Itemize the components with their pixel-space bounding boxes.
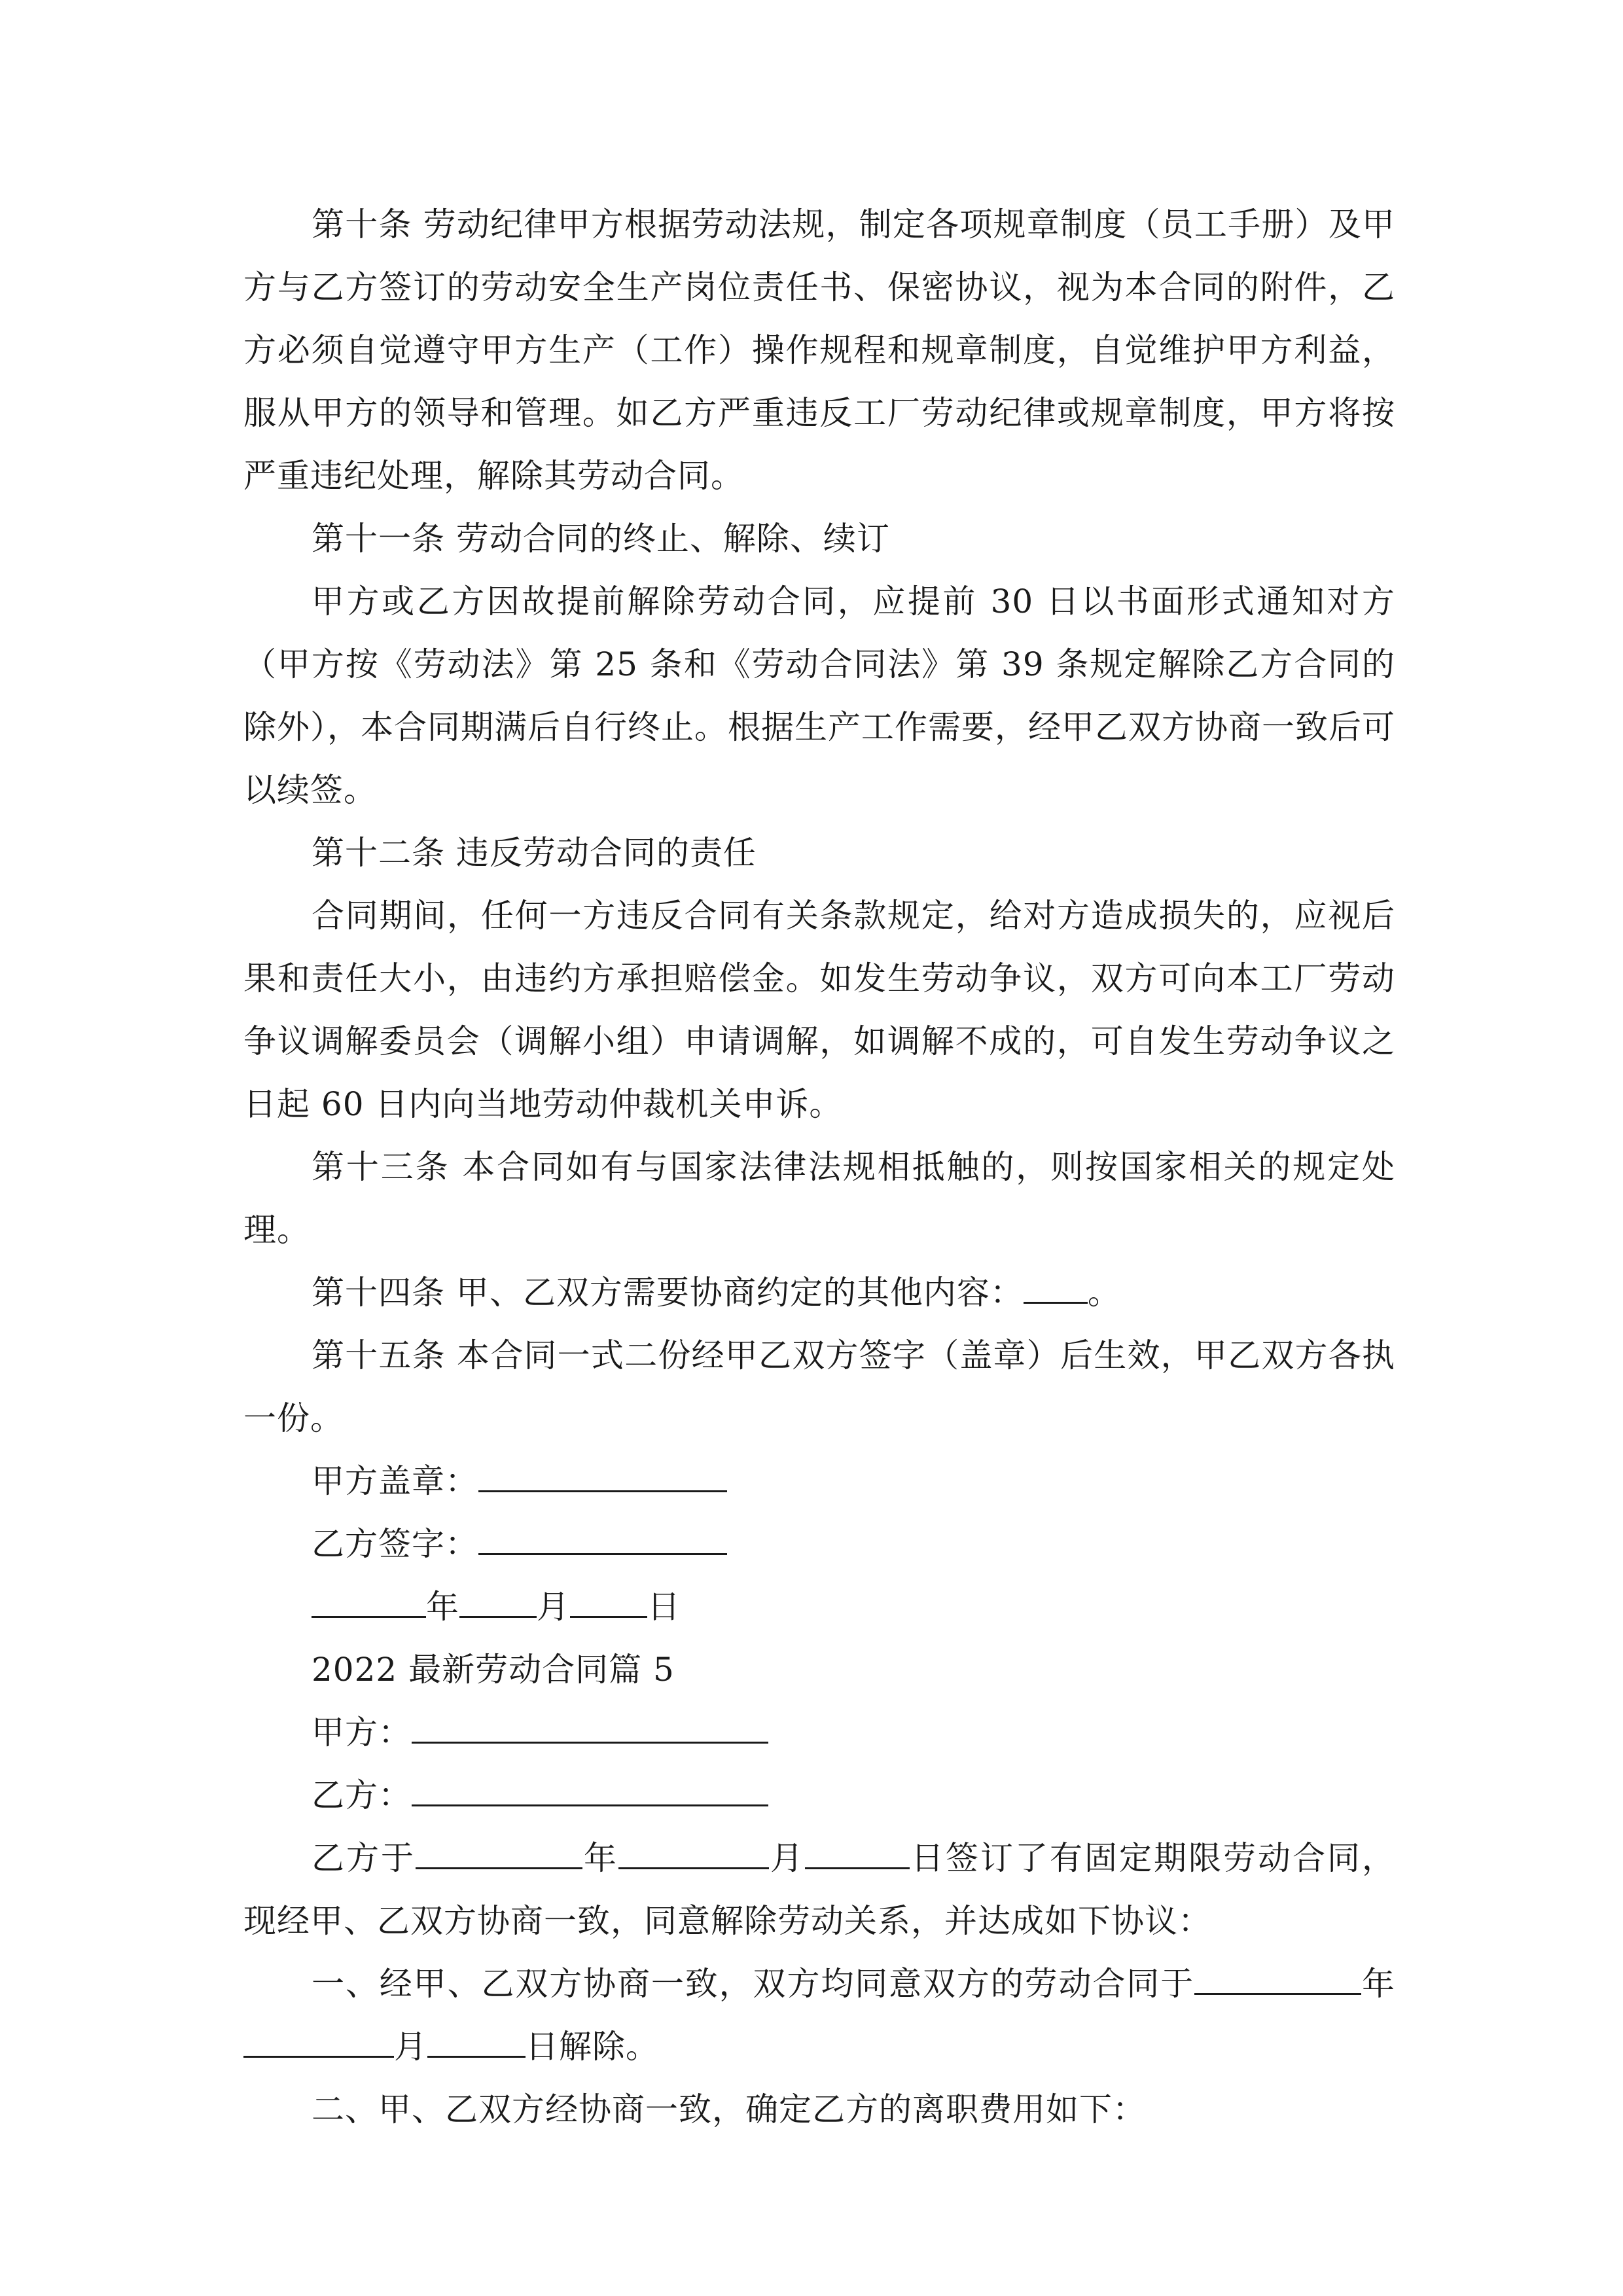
year-blank[interactable] bbox=[312, 1592, 426, 1618]
party-b-label: 乙方： bbox=[312, 1776, 412, 1814]
article-11-body: 甲方或乙方因故提前解除劳动合同，应提前 30 日以书面形式通知对方（甲方按《劳动法》第 25 条和《劳动合同法》第 39 条规定解除乙方合同的除外），本合同期满后自行终止。根据生产工作需要，经甲乙双方协商一致后可以续签。 bbox=[243, 583, 1395, 809]
signed-text-1: 乙方于 bbox=[312, 1839, 416, 1877]
article-14-end: 。 bbox=[1087, 1274, 1121, 1312]
month-label: 月 bbox=[537, 1588, 570, 1626]
item-1-year-blank[interactable] bbox=[1194, 1969, 1361, 1995]
item-1-day-blank[interactable] bbox=[427, 2032, 526, 2058]
signed-month-blank[interactable] bbox=[618, 1844, 769, 1869]
seal-line bbox=[243, 1450, 1395, 1513]
party-a-blank[interactable] bbox=[412, 1718, 768, 1744]
item-1-end: 日解除。 bbox=[526, 2028, 659, 2066]
signed-paragraph bbox=[243, 1827, 1395, 1952]
item-1-year-label: 年 bbox=[1361, 1965, 1396, 2003]
year-label: 年 bbox=[426, 1588, 459, 1626]
item-1 bbox=[243, 1952, 1395, 2078]
month-blank[interactable] bbox=[459, 1592, 537, 1618]
signed-month-label: 月 bbox=[769, 1839, 805, 1877]
date-line bbox=[243, 1575, 1395, 1638]
article-12-body: 合同期间，任何一方违反合同有关条款规定，给对方造成损失的，应视后果和责任大小，由违约方承担赔偿金。如发生劳动争议，双方可向本工厂劳动争议调解委员会（调解小组）申请调解，如调解不成的，可自发生劳动争议之日起 60 日内向当地劳动仲裁机关申诉。 bbox=[243, 897, 1395, 1123]
article-14 bbox=[243, 1261, 1395, 1324]
signed-year-blank[interactable] bbox=[416, 1844, 582, 1869]
day-blank[interactable] bbox=[570, 1592, 647, 1618]
signed-text-2: 日签订了有固定期限劳动合同，现经甲、乙双方协商一致，同意解除劳动关系，并达成如下协议： bbox=[243, 1839, 1395, 1940]
signed-day-blank[interactable] bbox=[805, 1844, 910, 1869]
article-12-title: 第十二条 违反劳动合同的责任 bbox=[312, 834, 757, 872]
item-1-text: 一、经甲、乙双方协商一致，双方均同意双方的劳动合同于 bbox=[312, 1965, 1195, 2003]
party-a-label: 甲方： bbox=[312, 1713, 412, 1751]
item-1-month-blank[interactable] bbox=[243, 2032, 394, 2058]
seal-label: 甲方盖章： bbox=[312, 1462, 478, 1500]
item-2: 二、甲、乙双方经协商一致，确定乙方的离职费用如下： bbox=[312, 2090, 1146, 2128]
sign-label: 乙方签字： bbox=[312, 1525, 478, 1563]
item-1-month-label: 月 bbox=[394, 2028, 427, 2066]
day-label: 日 bbox=[647, 1588, 681, 1626]
sign-line bbox=[243, 1513, 1395, 1575]
article-14-text: 第十四条 甲、乙双方需要协商约定的其他内容： bbox=[312, 1274, 1024, 1312]
article-13: 第十三条 本合同如有与国家法律法规相抵触的，则按国家相关的规定处理。 bbox=[243, 1148, 1395, 1249]
seal-blank[interactable] bbox=[478, 1467, 727, 1492]
party-b-line bbox=[243, 1764, 1395, 1827]
article-11-title: 第十一条 劳动合同的终止、解除、续订 bbox=[312, 520, 890, 558]
party-b-blank[interactable] bbox=[412, 1781, 768, 1806]
party-a-line bbox=[243, 1701, 1395, 1764]
signed-year-label: 年 bbox=[582, 1839, 618, 1877]
article-15: 第十五条 本合同一式二份经甲乙双方签字（盖章）后生效，甲乙双方各执一份。 bbox=[243, 1336, 1395, 1437]
article-10: 第十条 劳动纪律甲方根据劳动法规，制定各项规章制度（员工手册）及甲方与乙方签订的劳动安全生产岗位责任书、保密协议，视为本合同的附件，乙方必须自觉遵守甲方生产（工作）操作规程和规章制度，自觉维护甲方利益，服从甲方的领导和管理。如乙方严重违反工厂劳动纪律或规章制度，甲方将按严重违纪处理，解除其劳动合同。 bbox=[243, 206, 1395, 495]
section-heading: 2022 最新劳动合同篇 5 bbox=[312, 1651, 675, 1689]
document-body bbox=[243, 193, 1395, 2141]
sign-blank[interactable] bbox=[478, 1530, 727, 1555]
blank-line[interactable] bbox=[1024, 1278, 1088, 1304]
